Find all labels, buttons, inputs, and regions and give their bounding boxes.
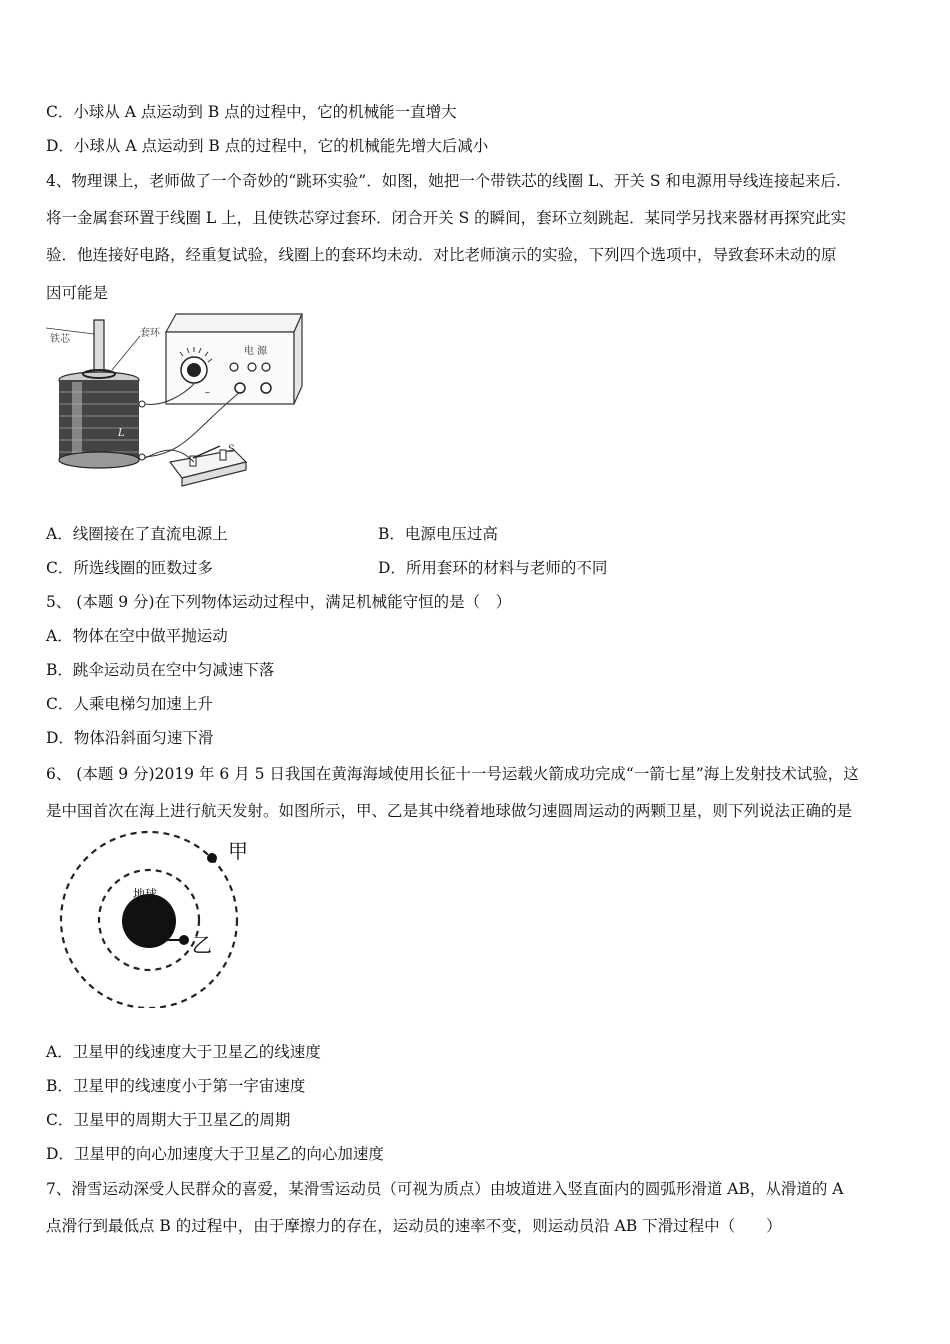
satellite-b [179,935,189,945]
q7-stem-line-2: 点滑行到最低点 B 的过程中，由于摩擦力的存在，运动员的速率不变，则运动员沿 AB 下滑过程中（ ） [46,1217,782,1235]
power-supply-label: 电 源 [244,346,268,357]
coil [46,320,161,468]
svg-text:~: ~ [204,388,211,397]
satellite-a [207,853,217,863]
q4-stem-line-1: 4、物理课上，老师做了一个奇妙的“跳环实验”．如图，她把一个带铁芯的线圈 L、开关 S 和电源用导线连接起来后. [46,172,841,190]
q6-option-a: A．卫星甲的线速度大于卫星乙的线速度 [46,1043,321,1061]
satellite-a-label: 甲 [228,839,248,863]
q4-option-c: C．所选线圈的匝数过多 [46,559,213,577]
q4-option-d: D．所用套环的材料与老师的不同 [378,559,608,577]
q5-stem: 5、 (本题 9 分)在下列物体运动过程中，满足机械能守恒的是（ ） [46,593,512,611]
q5-option-a: A．物体在空中做平抛运动 [46,627,228,645]
earth-label: 地球 [133,887,158,901]
q4-option-a: A．线圈接在了直流电源上 [46,525,228,543]
q6-stem-line-2: 是中国首次在海上进行航天发射。如图所示，甲、乙是其中绕着地球做匀速圆周运动的两颗卫星，则下列说法正确的是 [46,802,853,820]
q4-option-b: B．电源电压过高 [378,525,498,543]
switch [170,444,246,486]
q4-stem-line-3: 验．他连接好电路，经重复试验，线圈上的套环均未动．对比老师演示的实验，下列四个选项中，导致套环未动的原 [46,246,837,264]
q7-stem-line-1: 7、滑雪运动深受人民群众的喜爱，某滑雪运动员（可视为质点）由坡道进入竖直面内的圆弧形滑道 AB，从滑道的 A [46,1180,844,1198]
jumping-ring-apparatus-figure [44,312,306,494]
satellite-orbits-figure [52,828,262,1008]
switch-label: S [228,444,235,455]
q6-option-b: B．卫星甲的线速度小于第一宇宙速度 [46,1077,306,1095]
ring-label: 套环 [140,328,160,339]
q4-stem-line-4: 因可能是 [46,284,109,302]
iron-core-label: 铁芯 [50,334,70,345]
satellite-b-label: 乙 [192,933,212,957]
q6-option-d: D．卫星甲的向心加速度大于卫星乙的向心加速度 [46,1145,384,1163]
q5-option-b: B．跳伞运动员在空中匀减速下落 [46,661,275,679]
q3-option-c: C．小球从 A 点运动到 B 点的过程中，它的机械能一直增大 [46,103,457,121]
q5-option-d: D．物体沿斜面匀速下滑 [46,729,214,747]
q5-option-c: C．人乘电梯匀加速上升 [46,695,213,713]
q4-stem-line-2: 将一金属套环置于线圈 L 上，且使铁芯穿过套环．闭合开关 S 的瞬间，套环立刻跳起．某同学另找来器材再探究此实 [46,209,847,227]
q6-stem-line-1: 6、 (本题 9 分)2019 年 6 月 5 日我国在黄海海域使用长征十一号运载火箭成功完成“一箭七星”海上发射技术试验，这 [46,765,859,783]
q3-option-d: D．小球从 A 点运动到 B 点的过程中，它的机械能先增大后减小 [46,137,489,155]
q6-option-c: C．卫星甲的周期大于卫星乙的周期 [46,1111,291,1129]
coil-label: L [118,428,125,439]
